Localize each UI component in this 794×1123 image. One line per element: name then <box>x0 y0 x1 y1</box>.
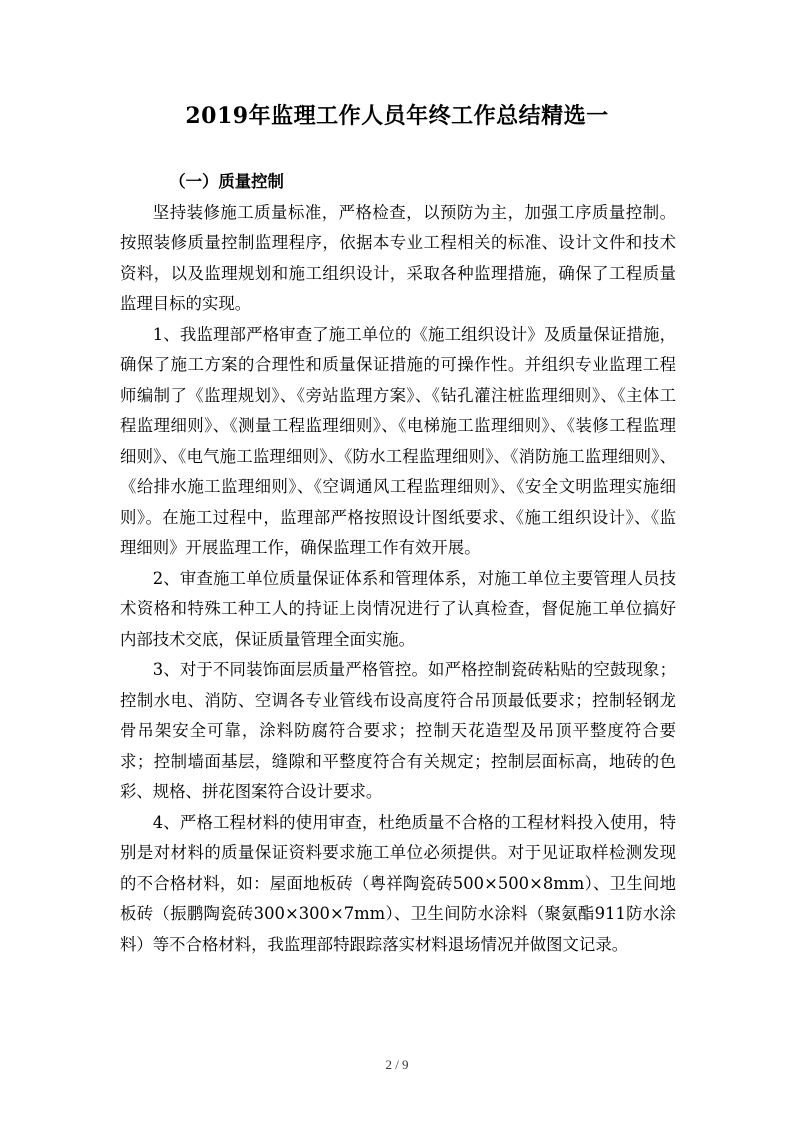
paragraph-item-4: 4、严格工程材料的使用审查，杜绝质量不合格的工程材料投入使用，特别是对材料的质量保证资料要求施工单位必须提供。对于见证取样检测发现的不合格材料，如：屋面地板砖（粤祥陶瓷砖500×500×8mm）、卫生间地板砖（振鹏陶瓷砖300×300×7mm）、卫生间防水涂料（聚氨酯911防水涂料）等不合格材料，我监理部特跟踪落实材料退场情况并做图文记录。 <box>120 812 676 954</box>
paragraph-item-2: 2、审查施工单位质量保证体系和管理体系，对施工单位主要管理人员技术资格和特殊工种工人的持证上岗情况进行了认真检查，督促施工单位搞好内部技术交底，保证质量管理全面实施。 <box>120 568 676 649</box>
paragraph-item-3: 3、对于不同装饰面层质量严格管控。如严格控制瓷砖粘贴的空鼓现象；控制水电、消防、空调各专业管线布设高度符合吊顶最低要求；控制轻钢龙骨吊架安全可靠，涂料防腐符合要求；控制天花造型及吊顶平整度符合要求；控制墙面基层，缝隙和平整度符合有关规定；控制层面标高，地砖的色彩、规格、拼花图案符合设计要求。 <box>120 660 676 801</box>
document-title: 2019年监理工作人员年终工作总结精选一 <box>185 103 609 129</box>
section-heading: （一）质量控制 <box>169 172 284 191</box>
page-number: 2 / 9 <box>385 1057 409 1072</box>
document-body <box>120 167 676 960</box>
paragraph-item-1: 1、我监理部严格审查了施工单位的《施工组织设计》及质量保证措施，确保了施工方案的合理性和质量保证措施的可操作性。并组织专业监理工程师编制了《监理规划》、《旁站监理方案》、《钻孔灌注桩监理细则》、《主体工程监理细则》、《测量工程监理细则》、《电梯施工监理细则》、《装修工程监理细则》、《电气施工监理细则》、《防水工程监理细则》、《消防施工监理细则》、《给排水施工监理细则》、《空调通风工程监理细则》、《安全文明监理实施细则》。在施工过程中，监理部严格按照设计图纸要求、《施工组织设计》、《监理细则》开展监理工作，确保监理工作有效开展。 <box>120 324 676 557</box>
paragraph-intro: 坚持装修施工质量标准，严格检查，以预防为主，加强工序质量控制。按照装修质量控制监理程序，依据本专业工程相关的标准、设计文件和技术资料，以及监理规划和施工组织设计，采取各种监理措施，确保了工程质量监理目标的实现。 <box>120 202 676 313</box>
